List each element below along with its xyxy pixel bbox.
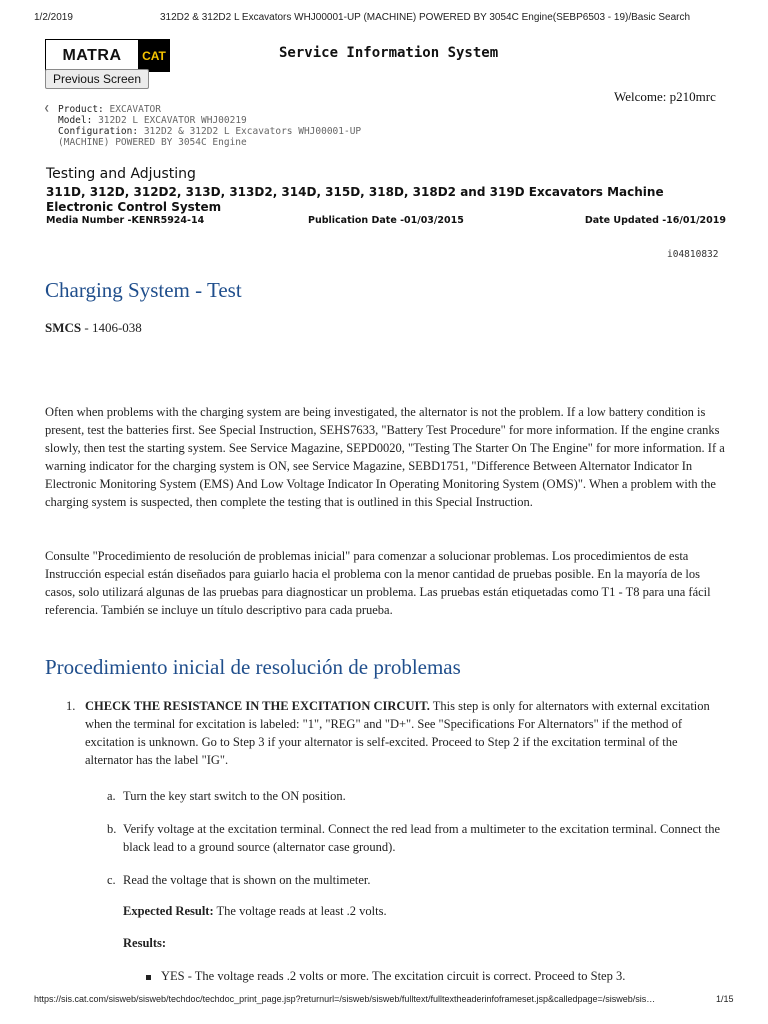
page-number: 1/15 [716, 994, 734, 1004]
model-value: 312D2 L EXCAVATOR WHJ00219 [98, 115, 247, 126]
document-title: 311D, 312D, 312D2, 313D, 313D2, 314D, 315D, 318D, 318D2 and 319D Excavators Machine Electronic Control System [46, 185, 664, 214]
substep-a [107, 787, 727, 805]
document-id: i04810832 [667, 249, 719, 260]
configuration-value-cont: (MACHINE) POWERED BY 3054C Engine [58, 137, 247, 148]
configuration-value: 312D2 & 312D2 L Excavators WHJ00001-UP [143, 126, 362, 137]
smcs-value: - 1406-038 [81, 320, 142, 335]
print-date: 1/2/2019 [34, 12, 73, 23]
results-label: Results: [123, 936, 167, 950]
smcs-code [45, 320, 142, 336]
smcs-label: SMCS [45, 320, 82, 335]
section-heading: Testing and Adjusting [46, 166, 196, 182]
intro-paragraph-en: Often when problems with the charging system are being investigated, the alternator is not the problem. If a low battery condition is present, test the batteries first. See Special Instruction, SEHS7633, "Battery Test Procedure" for more information. If the engine cranks slowly, then test the starting system. See Service Magazine, SEPD0020, "Testing The Starter On The Engine" for more information. If a warning indicator for the charging system is ON, see Service Magazine, SEBD1751, "Difference Between Alternator Indicator In Electronic Monitoring System (EMS) And Low Voltage Indicator In Operating Monitoring System (OMS)". When a problem with the charging system is suspected, then complete the testing that is outlined in this Special Instruction. [45, 405, 725, 509]
result-yes [146, 969, 625, 984]
procedure-heading: Procedimiento inicial de resolución de problemas [45, 655, 461, 679]
publication-info [46, 215, 726, 227]
substep-b [107, 820, 727, 856]
substep-c [107, 871, 727, 889]
cat-badge-icon: CAT [139, 40, 169, 71]
product-value: EXCAVATOR [109, 104, 161, 115]
back-arrow-icon[interactable]: ❮ [44, 104, 50, 114]
expected-result [123, 904, 387, 919]
substep-letter: a. [107, 789, 116, 803]
media-number: Media Number -KENR5924-14 [46, 215, 205, 226]
step-number: 1. [66, 699, 76, 713]
expected-text: The voltage reads at least .2 volts. [213, 904, 387, 918]
model-label: Model: [58, 115, 93, 126]
logo-text: MATRA [46, 40, 139, 71]
page-title: Charging System - Test [45, 278, 242, 302]
substep-letter: c. [107, 873, 116, 887]
expected-label: Expected Result: [123, 904, 214, 918]
system-title: Service Information System [279, 45, 499, 61]
substep-text: Turn the key start switch to the ON position. [123, 789, 346, 803]
step-text: This step is only for alternators with external excitation when the terminal for excitation is labeled: "1", "REG" and "D+". See "Specifications For Alternators" if the method of excitation is unknown. Go to Step 3 if your alternator is self-excited. Proceed to Step 2 if the excitation terminal of the alternator has the label "IG". [85, 699, 710, 767]
step-title: CHECK THE RESISTANCE IN THE EXCITATION CIRCUIT. [85, 699, 430, 713]
print-title: 312D2 & 312D2 L Excavators WHJ00001-UP (MACHINE) POWERED BY 3054C Engine(SEBP6503 - 19)/Basic Search [160, 12, 691, 23]
result-yes-text: YES - The voltage reads .2 volts or more. The excitation circuit is correct. Proceed to Step 3. [161, 969, 626, 983]
publication-date: Publication Date -01/03/2015 [308, 215, 464, 226]
substep-text: Verify voltage at the excitation terminal. Connect the red lead from a multimeter to the excitation terminal. Connect the black lead to a ground source (alternator case ground). [123, 822, 721, 854]
print-header [0, 12, 768, 26]
substep-text: Read the voltage that is shown on the multimeter. [123, 873, 371, 887]
print-footer [0, 994, 768, 1008]
product-info [46, 104, 361, 148]
welcome-text: Welcome: p210mrc [614, 89, 716, 104]
product-label: Product: [58, 104, 104, 115]
previous-screen-button[interactable]: Previous Screen [45, 69, 149, 89]
bullet-icon [146, 975, 151, 980]
substep-letter: b. [107, 822, 117, 836]
date-updated: Date Updated -16/01/2019 [584, 215, 726, 226]
print-url: https://sis.cat.com/sisweb/sisweb/techdoc/techdoc_print_page.jsp?returnurl=/sisweb/sisweb/fulltext/fulltextheaderinfoframeset.jsp&calledpage=/sisweb/sis… [34, 994, 656, 1004]
matra-cat-logo [45, 39, 170, 72]
intro-paragraph-es: Consulte "Procedimiento de resolución de problemas inicial" para comenzar a solucionar problemas. Los procedimientos de esta Instrucción especial están diseñados para guiarlo hacia el problema con la menor cantidad de pruebas posible. En la mayoría de los casos, solo utilizará algunas de las pruebas para diagnosticar un problema. Las pruebas están etiquetadas como T1 - T8 para una fácil referencia. También se incluye un título descriptivo para cada prueba. [45, 549, 711, 617]
step-1 [66, 697, 726, 769]
configuration-label: Configuration: [58, 126, 139, 137]
